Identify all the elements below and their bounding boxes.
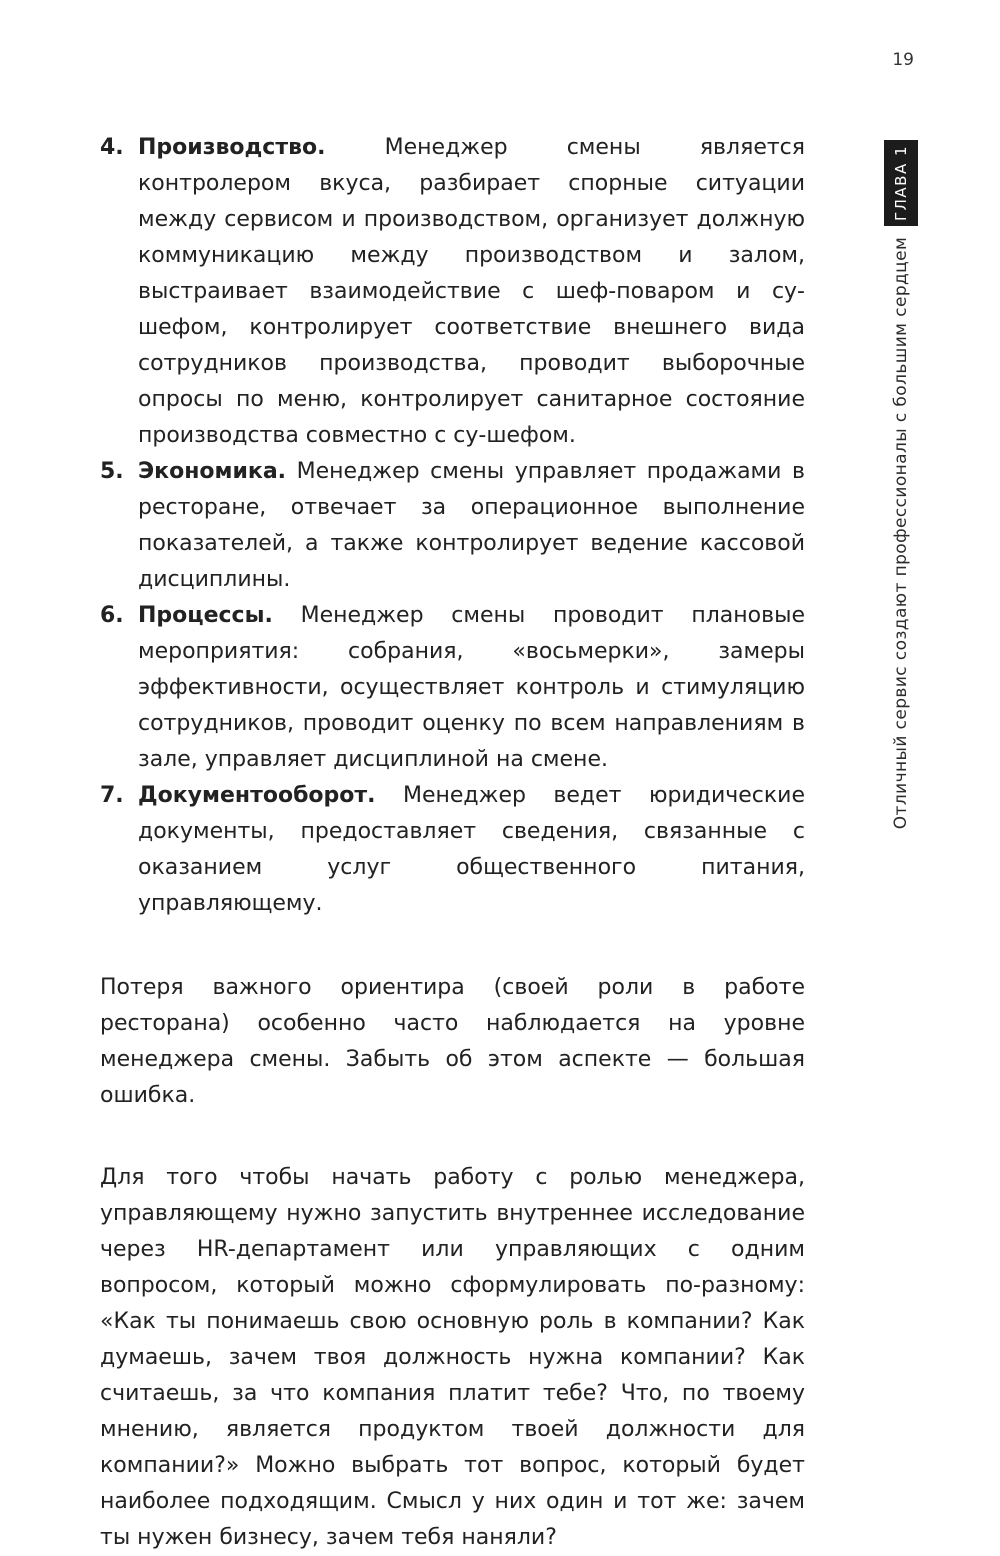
list-item-title: Производство. — [138, 135, 326, 160]
list-item-body — [138, 598, 805, 778]
list-item-text: Менеджер смены управляет продажами в ресторане, отвечает за операционное выполнение показателей, а также контролирует ведение кассовой дисциплины. — [138, 459, 805, 592]
page-body — [100, 130, 805, 1556]
list-item-number: 7. — [100, 783, 124, 808]
list-item-body — [138, 778, 805, 922]
list-item-title: Документооборот. — [138, 783, 376, 808]
list-item-title: Экономика. — [138, 459, 287, 484]
list-item-text: Менеджер смены проводит плановые мероприятия: собрания, «восьмерки», замеры эффективности, осуществляет контроль и стимуляцию сотрудников, проводит оценку по всем направлениям в зале, управляет дисциплиной на смене. — [138, 603, 805, 772]
list-item-number: 6. — [100, 603, 124, 628]
list-item — [100, 454, 805, 598]
list-item-number: 4. — [100, 135, 124, 160]
list-item-text: Менеджер ведет юридические документы, предоставляет сведения, связанные с оказанием услуг общественного питания, управляющему. — [138, 783, 805, 916]
paragraph-role-research: Для того чтобы начать работу с ролью менеджера, управляющему нужно запустить внутреннее исследование через HR-департамент или управляющих с одним вопросом, который можно сформулировать по-разному: «Как ты понимаешь свою основную роль в компании? Как думаешь, зачем твоя должность нужна компании? Как считаешь, за что компания платит тебе? Что, по твоему мнению, является продуктом твоей должности для компании?» Можно выбрать тот вопрос, который будет наиболее подходящим. Смысл у них один и тот же: зачем ты нужен бизнесу, зачем тебя наняли? — [100, 1165, 805, 1550]
list-item-title: Процессы. — [138, 603, 273, 628]
list-item-number: 5. — [100, 459, 124, 484]
chapter-running-title — [884, 238, 918, 828]
list-item — [100, 598, 805, 778]
duties-list — [100, 130, 805, 922]
list-item — [100, 130, 805, 454]
chapter-tab-label: ГЛАВА 1 — [892, 144, 910, 222]
list-item — [100, 778, 805, 922]
paragraph-orientation-loss: Потеря важного ориентира (своей роли в работе ресторана) особенно часто наблюдается на уровне менеджера смены. Забыть об этом аспекте — большая ошибка. — [100, 975, 805, 1108]
list-item-body — [138, 130, 805, 454]
list-item-text: Менеджер смены является контролером вкуса, разбирает спорные ситуации между сервисом и производством, организует должную коммуникацию между производством и залом, выстраивает взаимодействие с шеф-поваром и су-шефом, контролирует соответствие внешнего вида сотрудников производства, проводит выборочные опросы по меню, контролирует санитарное состояние производства совместно с су-шефом. — [138, 135, 805, 448]
chapter-title-text: Отличный сервис создают профессионалы с большим сердцем — [891, 236, 912, 830]
chapter-tab — [884, 140, 918, 226]
list-item-body — [138, 454, 805, 598]
page-number: 19 — [892, 50, 914, 70]
